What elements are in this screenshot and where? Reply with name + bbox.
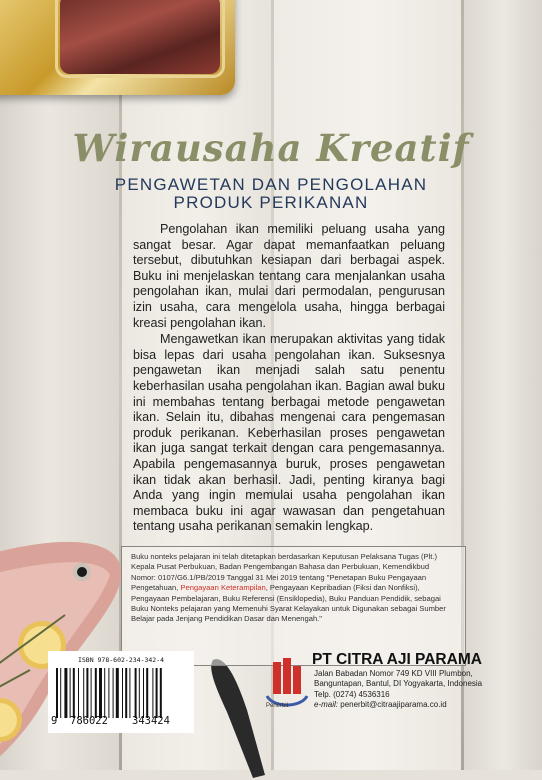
- blurb: [133, 222, 445, 535]
- subtitle-line-1: PENGAWETAN DAN PENGOLAHAN: [114, 175, 428, 194]
- notice-highlight: Pengayaan Keterampilan: [180, 583, 266, 593]
- fish-fillet-image: [60, 0, 220, 74]
- blurb-paragraph-1: Pengolahan ikan memiliki peluang usaha yang sangat besar. Agar dapat memanfaatkan peluang tersebut, dibutuhkan kesiapan dari berbagai aspek. Buku ini menjelaskan tentang cara menjalankan usaha pengolahan ikan, mulai dari permodalan, pengurusan izin usaha, cara mengelola usaha, hingga berbagai kreasi pengolahan ikan.: [133, 222, 445, 330]
- blurb-paragraph-2: Mengawetkan ikan merupakan aktivitas yang tidak bisa lepas dari usaha pengolahan ikan. Suksesnya pengawetan ikan menjadi salah satu penentu keberhasilan usaha pengolahan ikan. Bagian awal buku ini membahas tentang berbagai metode pengawetan ikan. Selain itu, dibahas mengenai cara pengemasan produk perikanan. Keberhasilan proses pengawetan ikan juga sangat terkait dengan cara pengemasannya. Apabila pengemasannya buruk, proses pengawetan ikan tidak akan berhasil. Jadi, penting kiranya bagi Anda yang ingin memulai usaha pengolahan ikan membaca buku ini agar wawasan dan pengetahuan tentang usaha perikanan semakin lengkap.: [133, 332, 445, 534]
- notice-text-1: Buku nonteks pelajaran ini telah ditetapkan berdasarkan Keputusan Pelaksana Tugas (Plt.) Kepala Pusat Perbukuan, Badan Pengembangan Bahasa dan Perbukuan, Kemendikbud Nomor: 0107/G6.1/PB/2019 Tanggal 31 Mei 2019 tentang "Penetapan Buku Pengayaan Pengetahuan,: [131, 552, 438, 593]
- barcode-bars: [56, 668, 186, 718]
- barcode-digits-left: 786022: [70, 715, 108, 727]
- subtitle-line-2: PRODUK PERIKANAN: [173, 193, 369, 212]
- email-label: e-mail:: [314, 700, 339, 710]
- barcode: [48, 651, 194, 733]
- isbn-text: ISBN 978-602-234-342-4: [77, 656, 165, 664]
- publisher-logo: [263, 656, 311, 710]
- book-title: Wirausaha Kreatif: [72, 126, 470, 170]
- email-line: [314, 700, 494, 710]
- phone: Telp. (0274) 4536316: [314, 689, 390, 699]
- barcode-digits-right: 343424: [132, 715, 170, 727]
- logo-caption: Penerbit: [266, 703, 289, 709]
- sardine-tin-image: [0, 0, 235, 95]
- barcode-digit-first: 9: [51, 715, 58, 727]
- email[interactable]: penerbit@citraajiparama.co.id: [340, 700, 447, 710]
- fish-lemon-image: [0, 520, 130, 780]
- address-line-1: Jalan Babadan Nomor 749 KD VIII Plumbon,: [314, 669, 473, 678]
- address-line-2: Banguntapan, Bantul, DI Yogyakarta, Indonesia: [314, 679, 483, 689]
- publisher-address: [314, 669, 494, 711]
- publisher-name: PT CITRA AJI PARAMA: [312, 651, 482, 668]
- notice-text-2: , Pengayaan Kepribadian (Fiksi dan Nonfiksi), Pengayaan Pembelajaran, Buku Referensi (Ensiklopedia), Buku Panduan Pendidik, sebagai Buku Nonteks pelajaran yang Memenuhi Syarat Kelayakan untuk Digunakan sebagai Sumber Belajar pada Jenjang Pendidikan Dasar dan Menengah.": [131, 583, 446, 624]
- approval-notice: [121, 546, 466, 666]
